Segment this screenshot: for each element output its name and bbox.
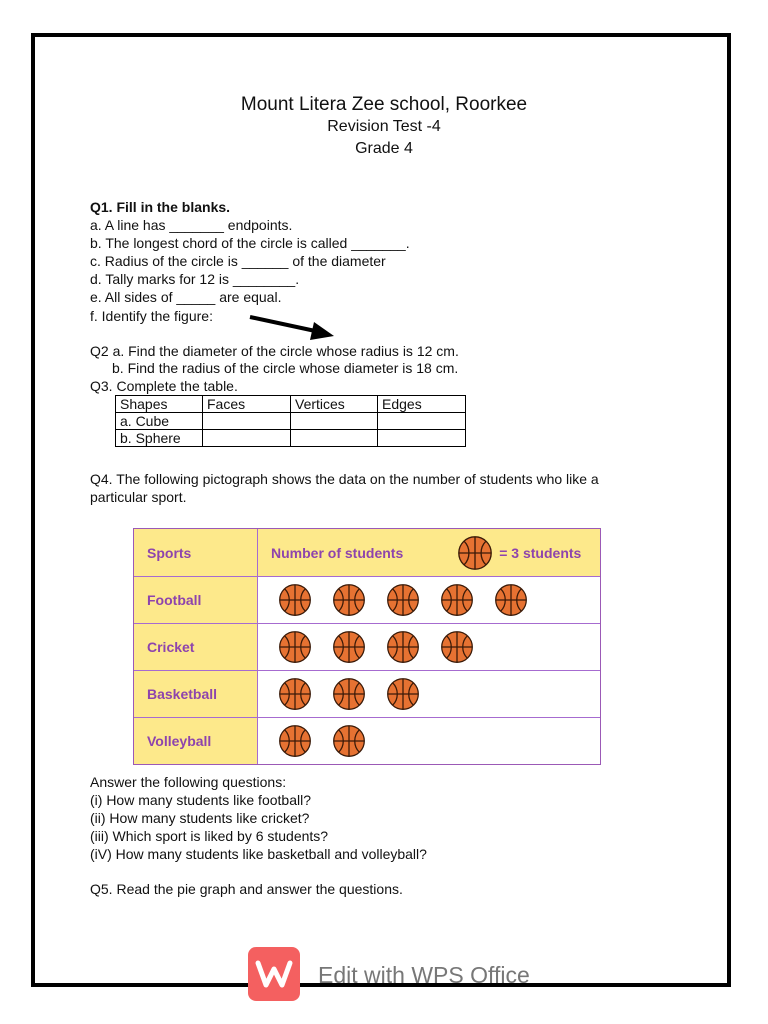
- table-header-cell: Faces: [203, 396, 291, 413]
- basketball-icon: [278, 583, 312, 617]
- pictograph-row: [134, 670, 600, 717]
- table-header-cell: Vertices: [291, 396, 378, 413]
- icon-cell: [258, 718, 600, 764]
- basketball-icon: [332, 583, 366, 617]
- school-name: Mount Litera Zee school, Roorkee: [240, 94, 528, 115]
- pictograph-header-sports: Sports: [134, 529, 258, 576]
- table-header-cell: Edges: [378, 396, 466, 413]
- basketball-icon: [332, 724, 366, 758]
- test-title: Revision Test -4: [327, 118, 441, 135]
- basketball-icon: [278, 677, 312, 711]
- q1-item-b: b. The longest chord of the circle is called _______.: [90, 235, 410, 251]
- table-cell: [291, 413, 378, 430]
- pictograph-row: [134, 717, 600, 764]
- answer-intro: Answer the following questions:: [90, 774, 287, 790]
- basketball-icon: [494, 583, 528, 617]
- table-header-cell: Shapes: [116, 396, 203, 413]
- q2-part-b: b. Find the radius of the circle whose diameter is 18 cm.: [112, 360, 459, 376]
- basketball-icon: [440, 630, 474, 664]
- pictograph-header-count: [258, 529, 600, 576]
- pictograph-count-label: Number of students: [271, 544, 404, 561]
- basketball-icon: [278, 630, 312, 664]
- table-cell: [378, 413, 466, 430]
- basketball-icon: [332, 677, 366, 711]
- q4-text-line1: Q4. The following pictograph shows the data on the number of students who like a: [90, 471, 599, 487]
- table-cell: b. Sphere: [116, 430, 203, 447]
- pictograph-row: [134, 623, 600, 670]
- pictograph: [133, 528, 601, 765]
- q4-question-3: (iii) Which sport is liked by 6 students?: [90, 828, 329, 844]
- table-cell: [291, 430, 378, 447]
- basketball-icon: [440, 583, 474, 617]
- table-header-row: [116, 396, 466, 413]
- q4-text-line2: particular sport.: [90, 489, 187, 505]
- table-row: [116, 430, 466, 447]
- q1-item-e: e. All sides of _____ are equal.: [90, 289, 282, 305]
- table-row: [116, 413, 466, 430]
- table-cell: [203, 413, 291, 430]
- q3-title: Q3. Complete the table.: [90, 378, 238, 394]
- table-cell: [203, 430, 291, 447]
- q1-item-f: f. Identify the figure:: [90, 308, 213, 324]
- sport-label: Volleyball: [134, 718, 258, 764]
- icon-cell: [258, 624, 600, 670]
- pictograph-header: [134, 529, 600, 576]
- basketball-icon: [457, 535, 493, 571]
- wps-logo-icon[interactable]: [248, 947, 300, 1001]
- sport-label: Basketball: [134, 671, 258, 717]
- q1-item-a: a. A line has _______ endpoints.: [90, 217, 293, 233]
- basketball-icon: [278, 724, 312, 758]
- table-cell: [378, 430, 466, 447]
- table-cell: a. Cube: [116, 413, 203, 430]
- pictograph-row: [134, 576, 600, 623]
- q1-item-d: d. Tally marks for 12 is ________.: [90, 271, 300, 287]
- q1-title: Q1. Fill in the blanks.: [90, 199, 231, 215]
- basketball-icon: [386, 630, 420, 664]
- q1-item-c: c. Radius of the circle is ______ of the diameter: [90, 253, 386, 269]
- q2-part-a: Q2 a. Find the diameter of the circle whose radius is 12 cm.: [90, 343, 459, 359]
- q4-question-1: (i) How many students like football?: [90, 792, 311, 808]
- arrow-figure: [248, 312, 338, 342]
- q5-text: Q5. Read the pie graph and answer the questions.: [90, 881, 403, 897]
- wps-watermark-text[interactable]: Edit with WPS Office: [318, 962, 530, 988]
- basketball-icon: [386, 583, 420, 617]
- q4-question-4: (iV) How many students like basketball and volleyball?: [90, 846, 427, 862]
- icon-cell: [258, 577, 600, 623]
- icon-cell: [258, 671, 600, 717]
- q3-table: [115, 395, 466, 447]
- sport-label: Cricket: [134, 624, 258, 670]
- pictograph-key: = 3 students: [499, 544, 582, 561]
- q4-question-2: (ii) How many students like cricket?: [90, 810, 310, 826]
- basketball-icon: [386, 677, 420, 711]
- sport-label: Football: [134, 577, 258, 623]
- grade-title: Grade 4: [355, 140, 413, 157]
- basketball-icon: [332, 630, 366, 664]
